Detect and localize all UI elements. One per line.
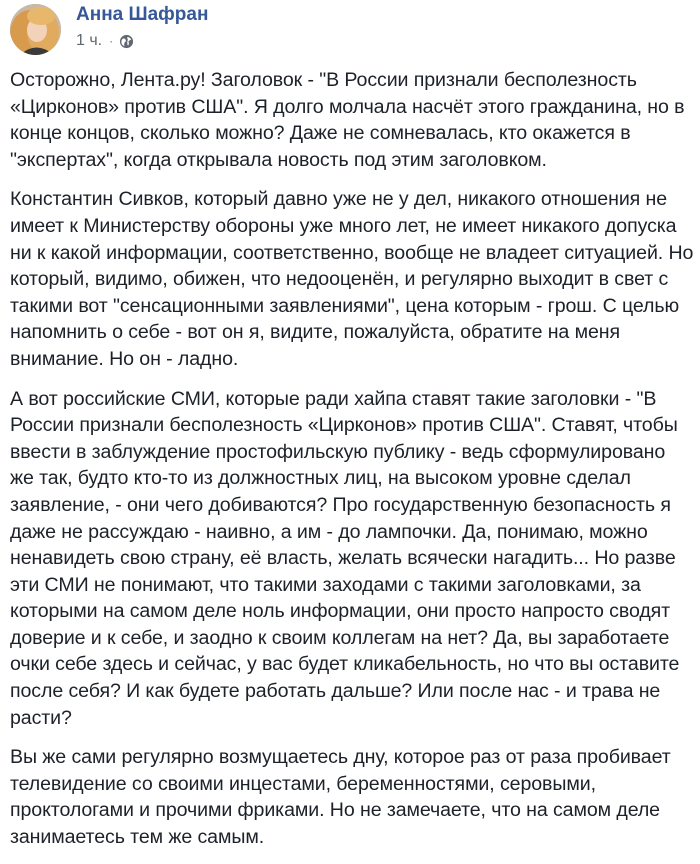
post-body (10, 67, 694, 864)
post-meta (76, 31, 134, 51)
post-paragraph: А вот российские СМИ, которые ради хайпа ставят такие заголовки - "В России признали бесполезность «Цирконов» против США". Ставят, чтобы ввести в заблуждение простофильскую публику - ведь сформулировано же так, будто кто-то из должностных лиц, на высоком уровне сделал заявление, - они чего добиваются? Про государственную безопасность я даже не рассуждаю - наивно, а им - до лампочки. Да, понимаю, можно ненавидеть свою страну, её власть, желать всячески нагадить... Но разве эти СМИ не понимают, что такими заходами с такими заголовками, за которыми на самом деле ноль информации, они просто напросто сводят доверие и к себе, и заодно к своим коллегам на нет? Да, вы заработаете очки себе здесь и сейчас, у вас будет кликабельность, но что вы оставите после себя? И как будете работать дальше? Или после нас - и трава не расти? (10, 387, 680, 729)
post-paragraph: Осторожно, Лента.ру! Заголовок - "В России признали бесполезность «Цирконов» против США". Я долго молчала насчёт этого гражданина, но в конце концов, сколько можно? Даже не сомневалась, кто окажется в "экспертах", когда открывала новость под этим заголовком. (10, 69, 685, 171)
avatar[interactable] (10, 4, 61, 55)
post-timestamp[interactable]: 1 ч. (76, 32, 103, 49)
post-paragraph: Вы же сами регулярно возмущаетесь дну, которое раз от раза пробивает телевидение со своими инцестами, беременностями, серовыми, проктологами и прочими фриками. Но не замечаете, что на самом деле занимаетесь тем же самым. (10, 746, 671, 849)
post-header (10, 0, 690, 62)
globe-icon[interactable] (119, 34, 134, 49)
meta-separator: · (109, 34, 114, 48)
author-name-link[interactable]: Анна Шафран (76, 4, 209, 25)
post-paragraph: Константин Сивков, который давно уже не у дел, никакого отношения не имеет к Министерству обороны уже много лет, не имеет никакого допуска ни к какой информации, соответственно, вообще не владеет ситуацией. Но который, видимо, обижен, что недооценён, и регулярно выходит в свет с такими вот "сенсационными заявлениями", цена которым - грош. С целью напомнить о себе - вот он я, видите, пожалуйста, обратите на меня внимание. Но он - ладно. (10, 188, 694, 370)
avatar-image (10, 4, 61, 55)
